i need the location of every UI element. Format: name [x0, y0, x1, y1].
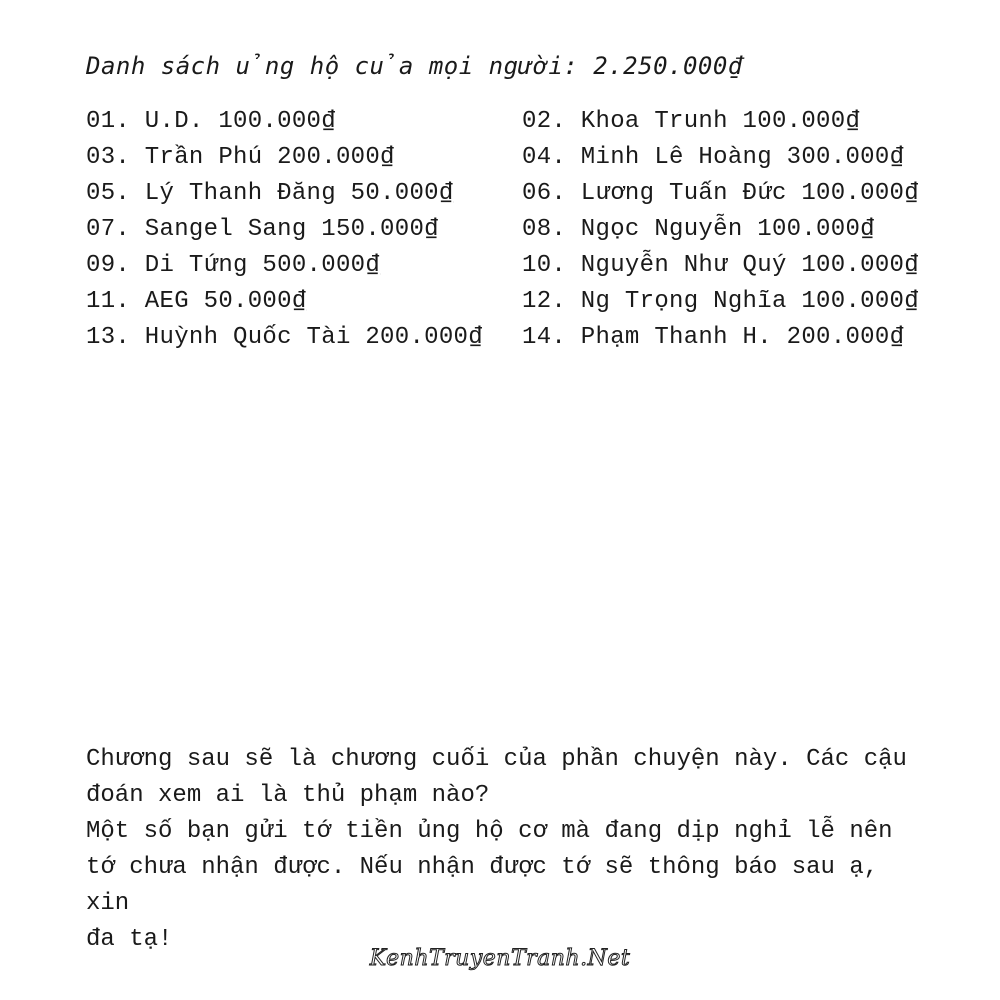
- donor-entry: 13. Huỳnh Quốc Tài 200.000: [86, 324, 469, 351]
- list-item: [522, 104, 958, 140]
- list-item: [86, 140, 522, 176]
- currency-symbol: ₫: [424, 216, 439, 243]
- list-item: [522, 140, 958, 176]
- list-item: [86, 104, 522, 140]
- donor-list: [86, 104, 966, 356]
- currency-symbol: ₫: [889, 144, 905, 171]
- donor-entry: 01. U.D. 100.000: [86, 108, 322, 135]
- donor-entry: 06. Lương Tuấn Đức 100.000: [522, 180, 905, 207]
- donor-entry: 02. Khoa Trunh 100.000: [522, 108, 846, 135]
- currency-symbol: ₫: [291, 288, 307, 315]
- donor-entry: 09. Di Tứng 500.000: [86, 252, 366, 279]
- donor-entry: 07. Sangel Sang 150.000: [86, 216, 425, 243]
- list-item: [522, 284, 958, 320]
- currency-symbol: ₫: [889, 324, 905, 351]
- page-title: Danh sách ủng hộ của mọi người: 2.250.000₫: [86, 52, 743, 80]
- currency-symbol: ₫: [904, 252, 919, 279]
- currency-symbol: ₫: [365, 252, 381, 279]
- list-item: [522, 176, 958, 212]
- donor-entry: 08. Ngọc Nguyễn 100.000: [522, 216, 861, 243]
- author-message: [86, 742, 926, 958]
- message-line: tớ chưa nhận được. Nếu nhận được tớ sẽ thông báo sau ạ, xin: [86, 854, 879, 917]
- list-item: [522, 248, 958, 284]
- list-item: [86, 248, 522, 284]
- message-line: Một số bạn gửi tớ tiền ủng hộ cơ mà đang dịp nghỉ lễ nên: [86, 818, 893, 845]
- list-item: [522, 212, 958, 248]
- currency-symbol: ₫: [438, 180, 454, 207]
- message-line: Chương sau sẽ là chương cuối của phần chuyện này. Các cậu: [86, 746, 907, 773]
- donor-entry: 04. Minh Lê Hoàng 300.000: [522, 144, 890, 171]
- currency-symbol: ₫: [904, 288, 919, 315]
- message-line: đa tạ!: [86, 926, 173, 953]
- donor-entry: 14. Phạm Thanh H. 200.000: [522, 324, 890, 351]
- currency-symbol: ₫: [845, 108, 861, 135]
- list-item: [86, 320, 522, 356]
- message-line: đoán xem ai là thủ phạm nào?: [86, 782, 490, 809]
- currency-symbol: ₫: [380, 144, 395, 171]
- donor-entry: 11. AEG 50.000: [86, 288, 292, 315]
- currency-symbol: ₫: [468, 324, 483, 351]
- list-item: [86, 284, 522, 320]
- donor-entry: 10. Nguyễn Như Quý 100.000: [522, 252, 905, 279]
- watermark: KenhTruyenTranh.Net: [369, 946, 631, 971]
- list-item: [86, 176, 522, 212]
- donor-entry: 03. Trần Phú 200.000: [86, 144, 381, 171]
- currency-symbol: ₫: [904, 180, 919, 207]
- list-item: [86, 212, 522, 248]
- donor-entry: 05. Lý Thanh Đăng 50.000: [86, 180, 439, 207]
- donor-entry: 12. Ng Trọng Nghĩa 100.000: [522, 288, 905, 315]
- list-item: [522, 320, 958, 356]
- currency-symbol: ₫: [860, 216, 875, 243]
- currency-symbol: ₫: [321, 108, 336, 135]
